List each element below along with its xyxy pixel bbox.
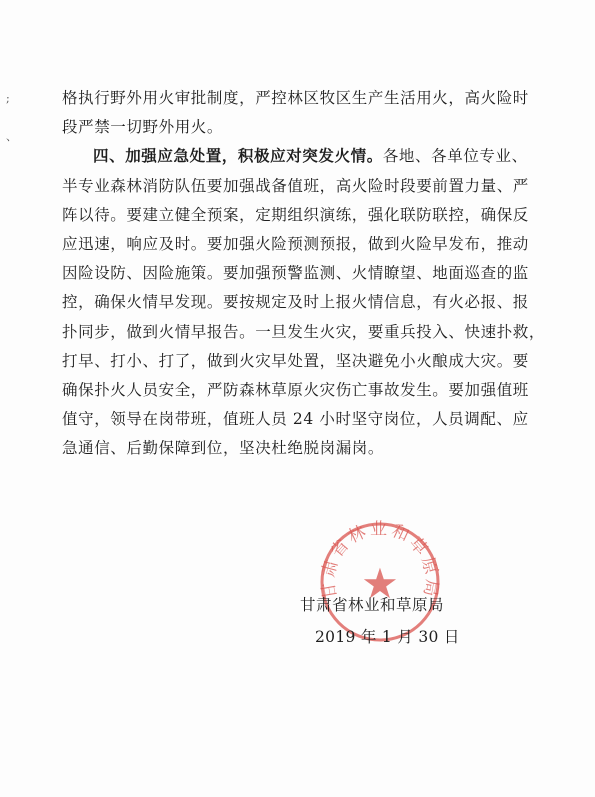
body-line: 因险设防、因险施策。要加强预警监测、火情瞭望、地面巡查的监	[62, 264, 529, 283]
body-line: 应迅速，响应及时。要加强火险预测预报，做到火险早发布，推动	[62, 235, 529, 254]
section-four-first-line	[62, 142, 542, 171]
body-line: 控，确保火情早发现。要按规定及时上报火情信息，有火必报、报	[62, 293, 529, 312]
body-line: 段严禁一切野外用火。	[62, 118, 224, 137]
body-line: 确保扑火人员安全，严防森林草原火灾伤亡事故发生。要加强值班	[62, 381, 529, 400]
seal-star-icon: ★	[361, 559, 399, 608]
section-heading: 四、加强应急处置，积极应对突发火情。	[93, 147, 383, 166]
margin-mark: 、	[6, 130, 17, 143]
margin-mark: ;	[6, 92, 10, 105]
document-body	[62, 84, 546, 464]
body-line: 半专业森林消防队伍要加强战备值班，高火险时段要前置力量、严	[62, 176, 529, 195]
seal-text: 甘肃省林业和草原局	[318, 520, 442, 601]
signature-organization: 甘肃省林业和草原局	[300, 596, 445, 614]
signature-date: 2019 年 1 月 30 日	[315, 628, 460, 646]
body-line: 打早、打小、打了，做到火灾早处置，坚决避免小火酿成大灾。要	[62, 351, 529, 370]
body-text: 各地、各单位专业、	[382, 147, 528, 166]
body-line: 急通信、后勤保障到位，坚决杜绝脱岗漏岗。	[62, 439, 385, 458]
body-line: 扑同步，做到火情早报告。一旦发生火灾，要重兵投入、快速扑救，	[62, 322, 546, 341]
body-line: 值守，领导在岗带班，值班人员 24 小时坚守岗位，人员调配、应	[62, 410, 529, 429]
body-line: 阵以待。要建立健全预案，定期组织演练，强化联防联控，确保反	[62, 205, 529, 224]
body-line: 格执行野外用火审批制度，严控林区牧区生产生活用火，高火险时	[62, 89, 529, 107]
